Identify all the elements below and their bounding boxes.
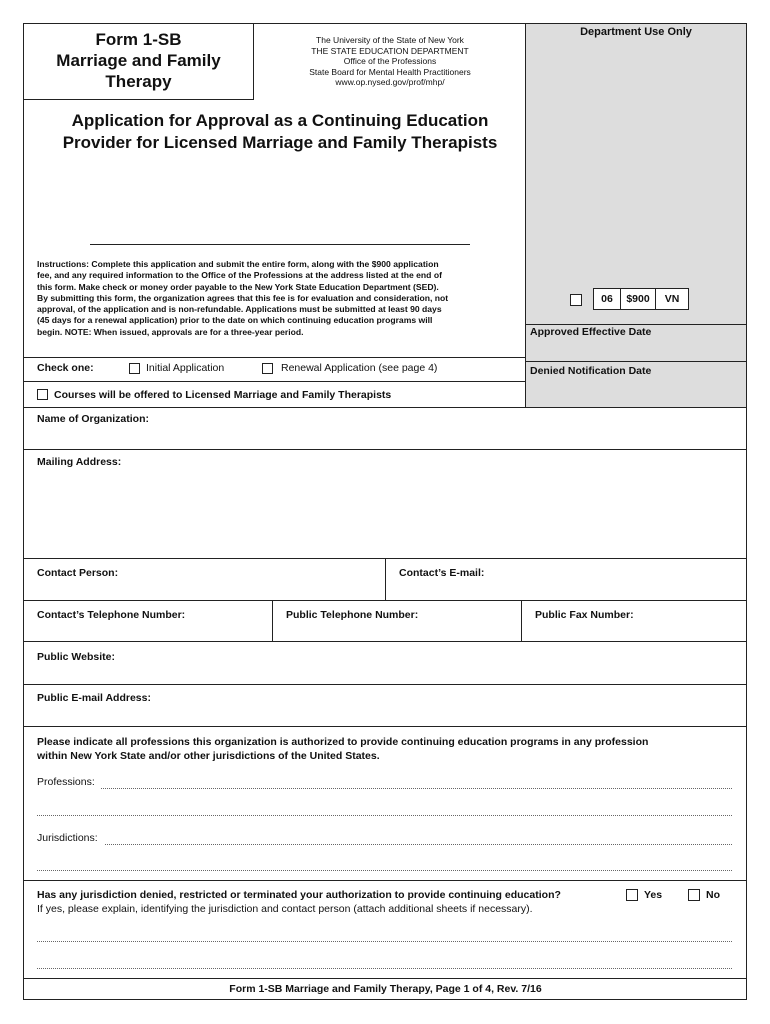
form-title-box	[24, 24, 254, 100]
denied-question: Has any jurisdiction denied, restricted or terminated your authorization to provide continuing education?	[37, 889, 561, 901]
row-divider	[24, 357, 526, 358]
instructions-line: this form. Make check or money order payable to the New York State Education Department (SED).	[37, 281, 439, 292]
instructions	[37, 259, 525, 338]
signature-rule	[90, 244, 470, 245]
approved-date-label: Approved Effective Date	[530, 326, 652, 338]
page-footer: Form 1-SB Marriage and Family Therapy, Page 1 of 4, Rev. 7/16	[229, 983, 542, 995]
board-url[interactable]: www.op.nysed.gov/prof/mhp/	[335, 77, 445, 87]
denied-no-checkbox[interactable]	[688, 889, 700, 901]
professions-field[interactable]	[101, 788, 732, 789]
title-line2: Provider for Licensed Marriage and Family Therapists	[62, 133, 498, 152]
instructions-line: fee, and any required information to the Office of the Professions at the address listed at the end of	[37, 270, 442, 281]
fee-code-box	[593, 288, 689, 310]
contact-person-label: Contact Person:	[37, 567, 119, 579]
university-name: The University of the State of New York	[316, 35, 464, 45]
dept-divider	[526, 361, 746, 362]
jurisdictions-label: Jurisdictions:	[37, 832, 98, 844]
col-divider	[272, 600, 273, 641]
row-divider	[24, 978, 747, 979]
contact-telephone-label: Contact’s Telephone Number:	[37, 609, 186, 621]
dept-left-border	[525, 24, 526, 408]
form-profession-line2: Therapy	[105, 72, 172, 91]
form-profession-line1: Marriage and Family	[56, 51, 221, 70]
courses-checkbox[interactable]	[37, 389, 48, 400]
instructions-line: (45 days for a renewal application) prior to the date on which continuing education programs will	[37, 315, 433, 326]
department-use-title: Department Use Only	[580, 26, 692, 38]
agency-header	[275, 35, 505, 88]
denied-explain-field[interactable]	[37, 941, 732, 942]
instructions-line: begin. NOTE: When issued, approvals are for a three-year period.	[37, 326, 304, 337]
renewal-application-label: Renewal Application (see page 4)	[281, 362, 438, 374]
public-email-label: Public E-mail Address:	[37, 692, 151, 704]
professions-question	[37, 735, 737, 763]
initial-application-label: Initial Application	[146, 362, 225, 374]
initial-application-checkbox[interactable]	[129, 363, 140, 374]
organization-name-field[interactable]	[24, 408, 746, 448]
mailing-address-field[interactable]	[24, 450, 746, 557]
public-website-label: Public Website:	[37, 651, 115, 663]
page-title	[30, 110, 530, 154]
denied-date-label: Denied Notification Date	[530, 365, 652, 377]
instructions-line: approval, of the application and is non-refundable. Applications must be submitted at least 90 days	[37, 304, 442, 315]
professions-field-line2[interactable]	[37, 815, 732, 816]
professions-question-line1: Please indicate all professions this organization is authorized to provide continuing education programs in any profession	[37, 736, 649, 748]
professions-question-line2: within New York State and/or other jurisdictions of the United States.	[37, 750, 380, 762]
board-name: State Board for Mental Health Practitioners	[309, 66, 471, 77]
public-telephone-label: Public Telephone Number:	[286, 609, 419, 621]
department-use-panel	[526, 24, 746, 408]
col-divider	[385, 558, 386, 600]
denied-yes-checkbox[interactable]	[626, 889, 638, 901]
courses-label: Courses will be offered to Licensed Marriage and Family Therapists	[54, 389, 392, 401]
fee-amount: $900	[621, 289, 656, 309]
row-divider	[24, 880, 747, 881]
public-fax-label: Public Fax Number:	[535, 609, 634, 621]
department-use-checkbox[interactable]	[570, 294, 582, 306]
department-name: THE STATE EDUCATION DEPARTMENT	[311, 45, 469, 56]
fee-vn: VN	[664, 293, 680, 305]
fee-code: 06	[594, 289, 621, 309]
instructions-line: Instructions: Complete this application and submit the entire form, along with the $900 application	[37, 259, 439, 269]
row-divider	[24, 726, 747, 727]
renewal-application-checkbox[interactable]	[262, 363, 273, 374]
title-line1: Application for Approval as a Continuing Education	[71, 111, 489, 130]
organization-name-label: Name of Organization:	[37, 413, 150, 425]
contact-email-label: Contact’s E-mail:	[399, 567, 485, 579]
denied-explain-instruction: If yes, please explain, identifying the jurisdiction and contact person (attach additional sheets if necessary).	[37, 903, 533, 915]
form-number: Form 1-SB	[95, 30, 182, 49]
col-divider	[521, 600, 522, 641]
jurisdictions-field[interactable]	[105, 844, 732, 845]
row-divider	[24, 381, 526, 382]
row-divider	[24, 684, 747, 685]
dept-divider	[526, 324, 746, 325]
denied-no-label: No	[706, 889, 720, 901]
mailing-address-label: Mailing Address:	[37, 456, 122, 468]
professions-label: Professions:	[37, 776, 95, 788]
check-one-label: Check one:	[37, 362, 94, 374]
office-name: Office of the Professions	[343, 56, 437, 66]
row-divider	[24, 641, 747, 642]
instructions-line: By submitting this form, the organization agrees that this fee is for evaluation and consideration, not	[37, 292, 449, 303]
row-divider	[24, 600, 747, 601]
denied-yes-label: Yes	[644, 889, 663, 901]
jurisdictions-field-line2[interactable]	[37, 870, 732, 871]
denied-explain-field-line2[interactable]	[37, 968, 732, 969]
